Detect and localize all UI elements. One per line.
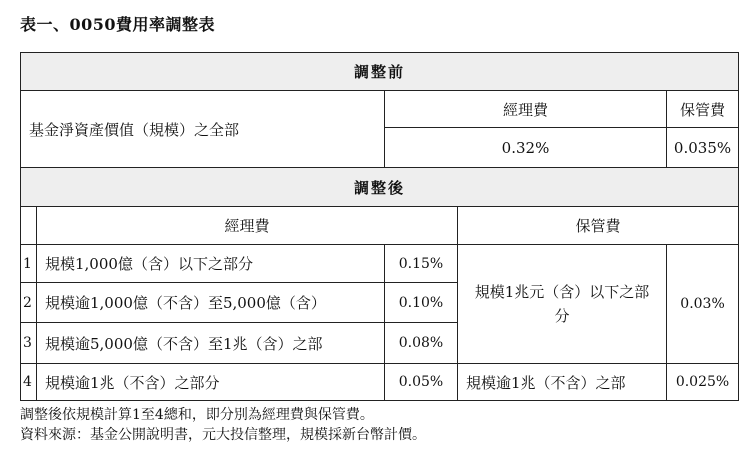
after-custody-label: 保管費 [458, 207, 739, 245]
footnotes [20, 405, 426, 445]
tier-desc: 規模1,000億（含）以下之部分 [37, 245, 385, 283]
tier-index: 1 [21, 245, 37, 283]
table-title: 表一、0050費用率調整表 [20, 15, 216, 34]
before-custody-label: 保管費 [667, 91, 739, 128]
before-header: 調整前 [21, 53, 739, 91]
before-mgmt-rate: 0.32% [385, 128, 667, 168]
after-mgmt-label: 經理費 [37, 207, 458, 245]
footnote-source: 資料來源：基金公開說明書，元大投信整理，規模採新台幣計價。 [20, 427, 426, 443]
tier-rate: 0.05% [385, 364, 458, 401]
custody-tier-desc: 規模1兆元（含）以下之部分 [458, 245, 667, 364]
tier-desc: 規模逾1兆（不含）之部分 [37, 364, 385, 401]
tier-desc: 規模逾5,000億（不含）至1兆（含）之部 [37, 323, 385, 364]
before-scope-label: 基金淨資產價值（規模）之全部 [21, 91, 385, 168]
custody-tier-rate: 0.03% [667, 245, 739, 364]
fee-adjustment-table [20, 52, 739, 401]
tier-rate: 0.15% [385, 245, 458, 283]
footnote-calculation: 調整後依規模計算1至4總和，即分別為經理費與保管費。 [20, 407, 374, 423]
table-row [21, 245, 739, 283]
after-corner-cell [21, 207, 37, 245]
tier-rate: 0.08% [385, 323, 458, 364]
before-custody-rate: 0.035% [667, 128, 739, 168]
custody-tier-desc: 規模逾1兆（不含）之部 [458, 364, 667, 401]
tier-rate: 0.10% [385, 283, 458, 323]
tier-index: 3 [21, 323, 37, 364]
before-mgmt-label: 經理費 [385, 91, 667, 128]
tier-index: 2 [21, 283, 37, 323]
tier-desc: 規模逾1,000億（不含）至5,000億（含） [37, 283, 385, 323]
table-row [21, 364, 739, 401]
after-header: 調整後 [21, 168, 739, 207]
tier-index: 4 [21, 364, 37, 401]
custody-tier-rate: 0.025% [667, 364, 739, 401]
